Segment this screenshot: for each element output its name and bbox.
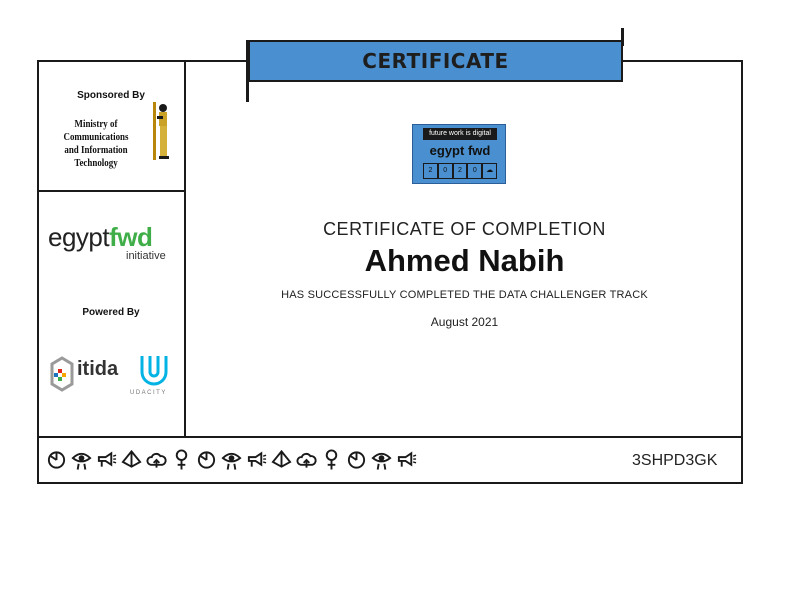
powered-by-label: Powered By xyxy=(82,307,140,318)
itida-logo-text: itida xyxy=(77,358,119,380)
cloud-upload-icon xyxy=(146,448,167,472)
logo-part-1: egypt xyxy=(48,222,110,252)
badge-cell: 0 xyxy=(438,163,453,179)
ministry-line-2: and Information Technology xyxy=(64,145,128,169)
udacity-logo-text: UDACITY xyxy=(130,390,167,396)
itida-logo-icon xyxy=(50,356,74,392)
badge-title: egypt fwd xyxy=(429,143,491,158)
frame-divider-sponsor xyxy=(37,190,185,192)
eye-icon xyxy=(221,448,242,472)
badge-cloud-icon: ☁ xyxy=(482,163,497,179)
verification-code: 3SHPD3GK xyxy=(632,452,718,469)
egypt-fwd-2020-badge xyxy=(412,124,506,184)
megaphone-icon xyxy=(96,448,117,472)
pie-chart-icon xyxy=(346,448,367,472)
certificate-heading: CERTIFICATE OF COMPLETION xyxy=(323,219,606,239)
pie-chart-icon xyxy=(196,448,217,472)
ministry-name xyxy=(54,118,139,170)
pie-chart-icon xyxy=(46,448,67,472)
recipient-name: Ahmed Nabih xyxy=(364,243,565,278)
pyramid-icon xyxy=(121,448,142,472)
badge-cell: 2 xyxy=(453,163,468,179)
badge-cell: 2 xyxy=(423,163,438,179)
badge-tagline: future work is digital xyxy=(423,128,497,140)
location-pin-icon xyxy=(171,448,192,472)
pyramid-icon xyxy=(271,448,292,472)
sponsored-by-label: Sponsored By xyxy=(77,90,145,101)
pharaoh-emblem-icon xyxy=(150,102,172,160)
completion-date: August 2021 xyxy=(430,315,499,329)
udacity-logo-icon xyxy=(136,354,172,388)
footer-icon-row xyxy=(46,448,417,474)
cloud-upload-icon xyxy=(296,448,317,472)
megaphone-icon xyxy=(246,448,267,472)
megaphone-icon xyxy=(396,448,417,472)
badge-year-row xyxy=(423,163,497,179)
egypt-fwd-logo xyxy=(48,222,152,253)
banner-flag-left xyxy=(246,40,249,102)
badge-cell: 0 xyxy=(467,163,482,179)
eye-icon xyxy=(371,448,392,472)
logo-subtitle: initiative xyxy=(126,250,166,262)
completion-statement: HAS SUCCESSFULLY COMPLETED THE DATA CHALLENGER TRACK xyxy=(281,289,648,301)
eye-icon xyxy=(71,448,92,472)
logo-part-2: fwd xyxy=(109,222,153,252)
ministry-line-1: Ministry of Communications xyxy=(63,119,129,143)
banner-title: CERTIFICATE xyxy=(362,49,509,73)
certificate-banner xyxy=(248,40,623,82)
location-pin-icon xyxy=(321,448,342,472)
